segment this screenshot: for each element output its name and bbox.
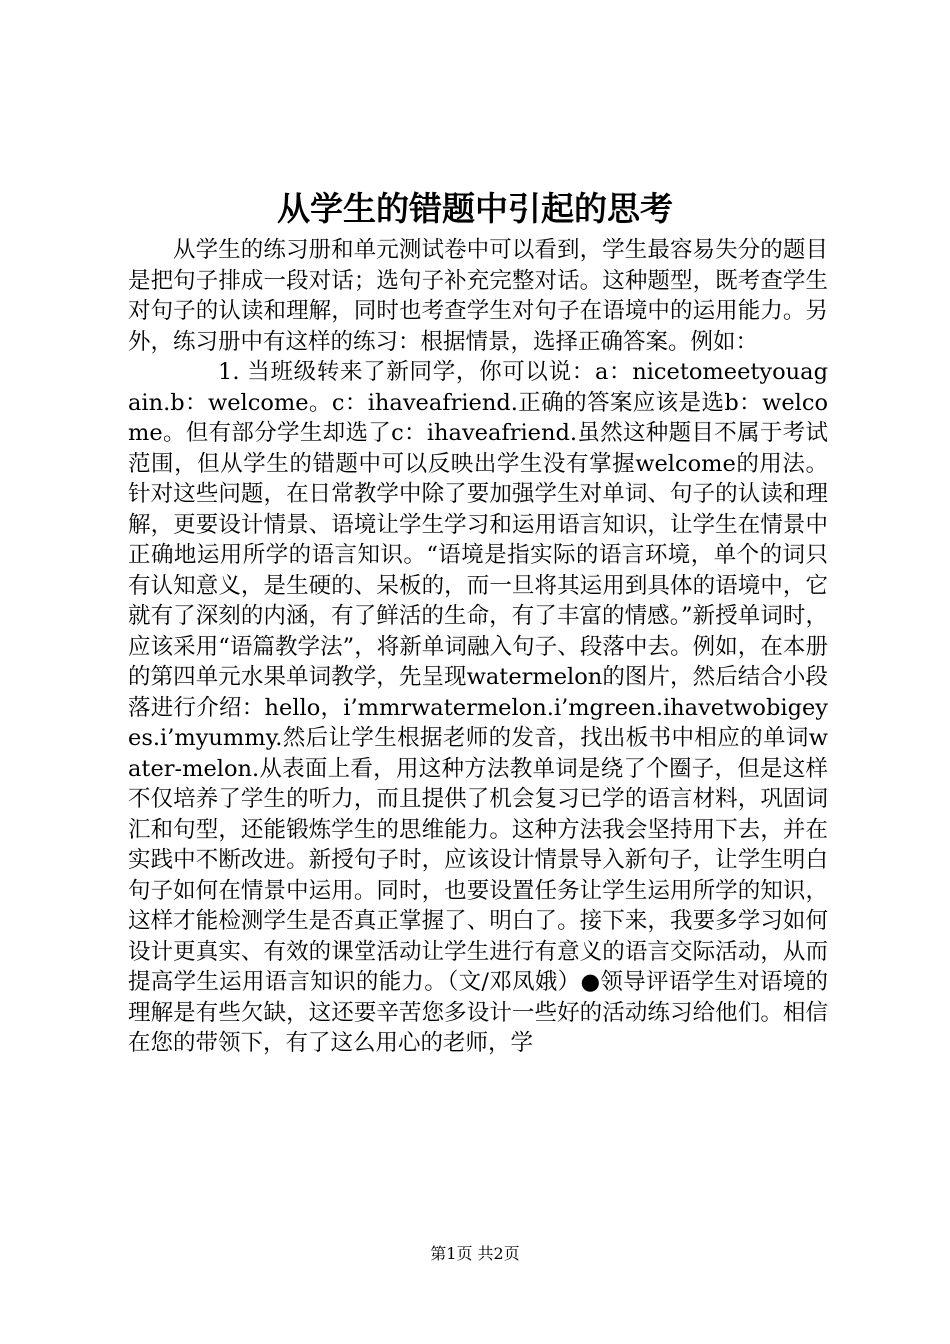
page-footer: 第1页 共2页 [430, 1244, 520, 1263]
document-body [128, 235, 828, 1059]
paragraph-example: 1. 当班级转来了新同学，你可以说：a：nicetomeetyouagain.b：welcome。c：ihaveafriend.正确的答案应该是选b：welcome。但有部分学生却选了c：ihaveafriend.虽然这种题目不属于考试范围，但从学生的错题中可以反映出学生没有掌握welcome的用法。针对这些问题，在日常教学中除了要加强学生对单词、句子的认读和理解，更要设计情景、语境让学生学习和运用语言知识，让学生在情景中正确地运用所学的语言知识。“语境是指实际的语言环境，单个的词只有认知意义，是生硬的、呆板的，而一旦将其运用到具体的语境中，它就有了深刻的内涵，有了鲜活的生命，有了丰富的情感。”新授单词时，应该采用“语篇教学法”，将新单词融入句子、段落中去。例如，在本册的第四单元水果单词教学，先呈现watermelon的图片，然后结合小段落进行介绍：hello，i’mmrwatermelon.i’mgreen.ihavetwobigeyes.i’myummy.然后让学生根据老师的发音，找出板书中相应的单词water-melon.从表面上看，用这种方法教单词是绕了个圈子，但是这样不仅培养了学生的听力，而且提供了机会复习已学的语言材料，巩固词汇和句型，还能锻炼学生的思维能力。这种方法我会坚持用下去，并在实践中不断改进。新授句子时，应该设计情景导入新句子，让学生明白句子如何在情景中运用。同时，也要设置任务让学生运用所学的知识，这样才能检测学生是否真正掌握了、明白了。接下来，我要多学习如何设计更真实、有效的课堂活动让学生进行有意义的语言交际活动，从而提高学生运用语言知识的能力。（文/邓凤娥）●领导评语学生对语境的理解是有些欠缺，这还要辛苦您多设计一些好的活动练习给他们。相信在您的带领下，有了这么用心的老师，学 [128, 359, 828, 1056]
document-title: 从学生的错题中引起的思考 [277, 189, 673, 228]
paragraph-intro: 从学生的练习册和单元测试卷中可以看到，学生最容易失分的题目是把句子排成一段对话；选句子补充完整对话。这种题型，既考查学生对句子的认读和理解，同时也考查学生对句子在语境中的运用能力。另外，练习册中有这样的练习：根据情景，选择正确答案。例如： [128, 237, 828, 355]
